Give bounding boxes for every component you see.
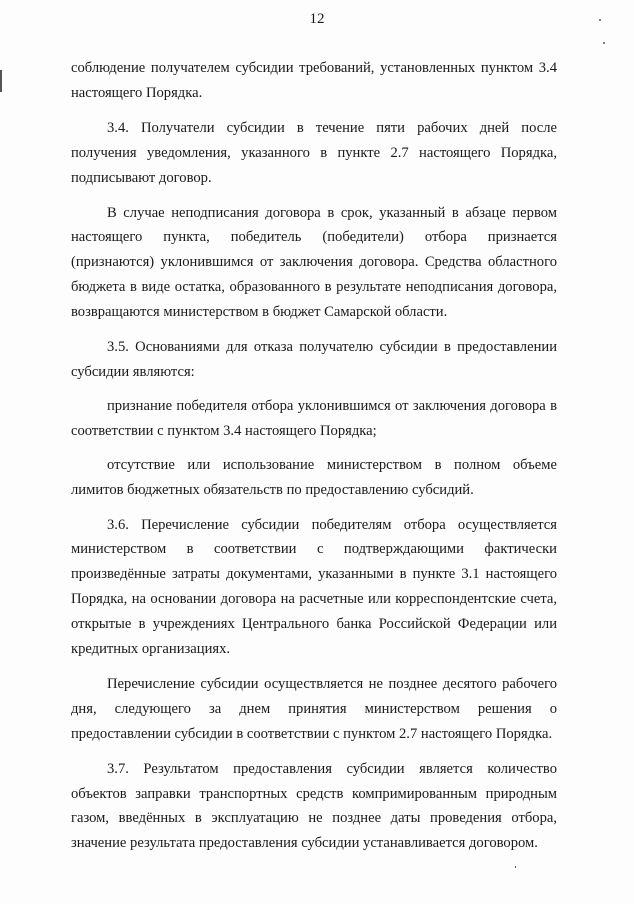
paragraph-3-5-item-1: признание победителя отбора уклонившимся от заключения договора в соответствии с пунктом 3.4 настоящего Порядка; <box>71 397 557 439</box>
scan-speck <box>515 866 516 868</box>
paragraph-3-5: 3.5. Основаниями для отказа получателю субсидии в предоставлении субсидии являются: <box>71 339 557 380</box>
paragraph-3-4: 3.4. Получатели субсидии в течение пяти рабочих дней после получения уведомления, указанного в пункте 2.7 настоящего Порядка, подписывают договор. <box>71 119 557 186</box>
page-number: 12 <box>309 11 325 27</box>
scan-speck <box>603 42 605 44</box>
paragraph-3-6: 3.6. Перечисление субсидии победителям отбора осуществляется министерством в соответствии с подтверждающими фактически произведённые затраты документами, указанными в пункте 3.1 настоящего Порядка, на основании договора на расчетные или корреспондентские счета, открытые в учреждениях Центрального банка Российской Федерации или кредитных организациях. <box>71 516 557 658</box>
document-body <box>71 56 557 866</box>
paragraph-3-4-refusal: В случае неподписания договора в срок, указанный в абзаце первом настоящего пункта, победитель (победители) отбора признается (признаются) уклонившимся от заключения договора. Средства областного бюджета в виде остатка, образованного в результате неподписания договора, возвращаются министерством в бюджет Самарской области. <box>71 204 557 321</box>
paragraph-continuation: соблюдение получателем субсидии требований, установленных пунктом 3.4 настоящего Порядка. <box>71 60 557 101</box>
paragraph-3-7: 3.7. Результатом предоставления субсидии является количество объектов заправки транспортных средств компримированным природным газом, введённых в эксплуатацию не позднее даты проведения отбора, значение результата предоставления субсидии устанавливается договором. <box>71 760 557 852</box>
binding-mark <box>0 70 2 92</box>
paragraph-3-5-item-2: отсутствие или использование министерством в полном объеме лимитов бюджетных обязательств по предоставлению субсидий. <box>71 456 557 498</box>
paragraph-3-6-transfer: Перечисление субсидии осуществляется не позднее десятого рабочего дня, следующего за днем принятия министерством решения о предоставлении субсидии в соответствии с пунктом 2.7 настоящего Порядка. <box>71 675 557 742</box>
